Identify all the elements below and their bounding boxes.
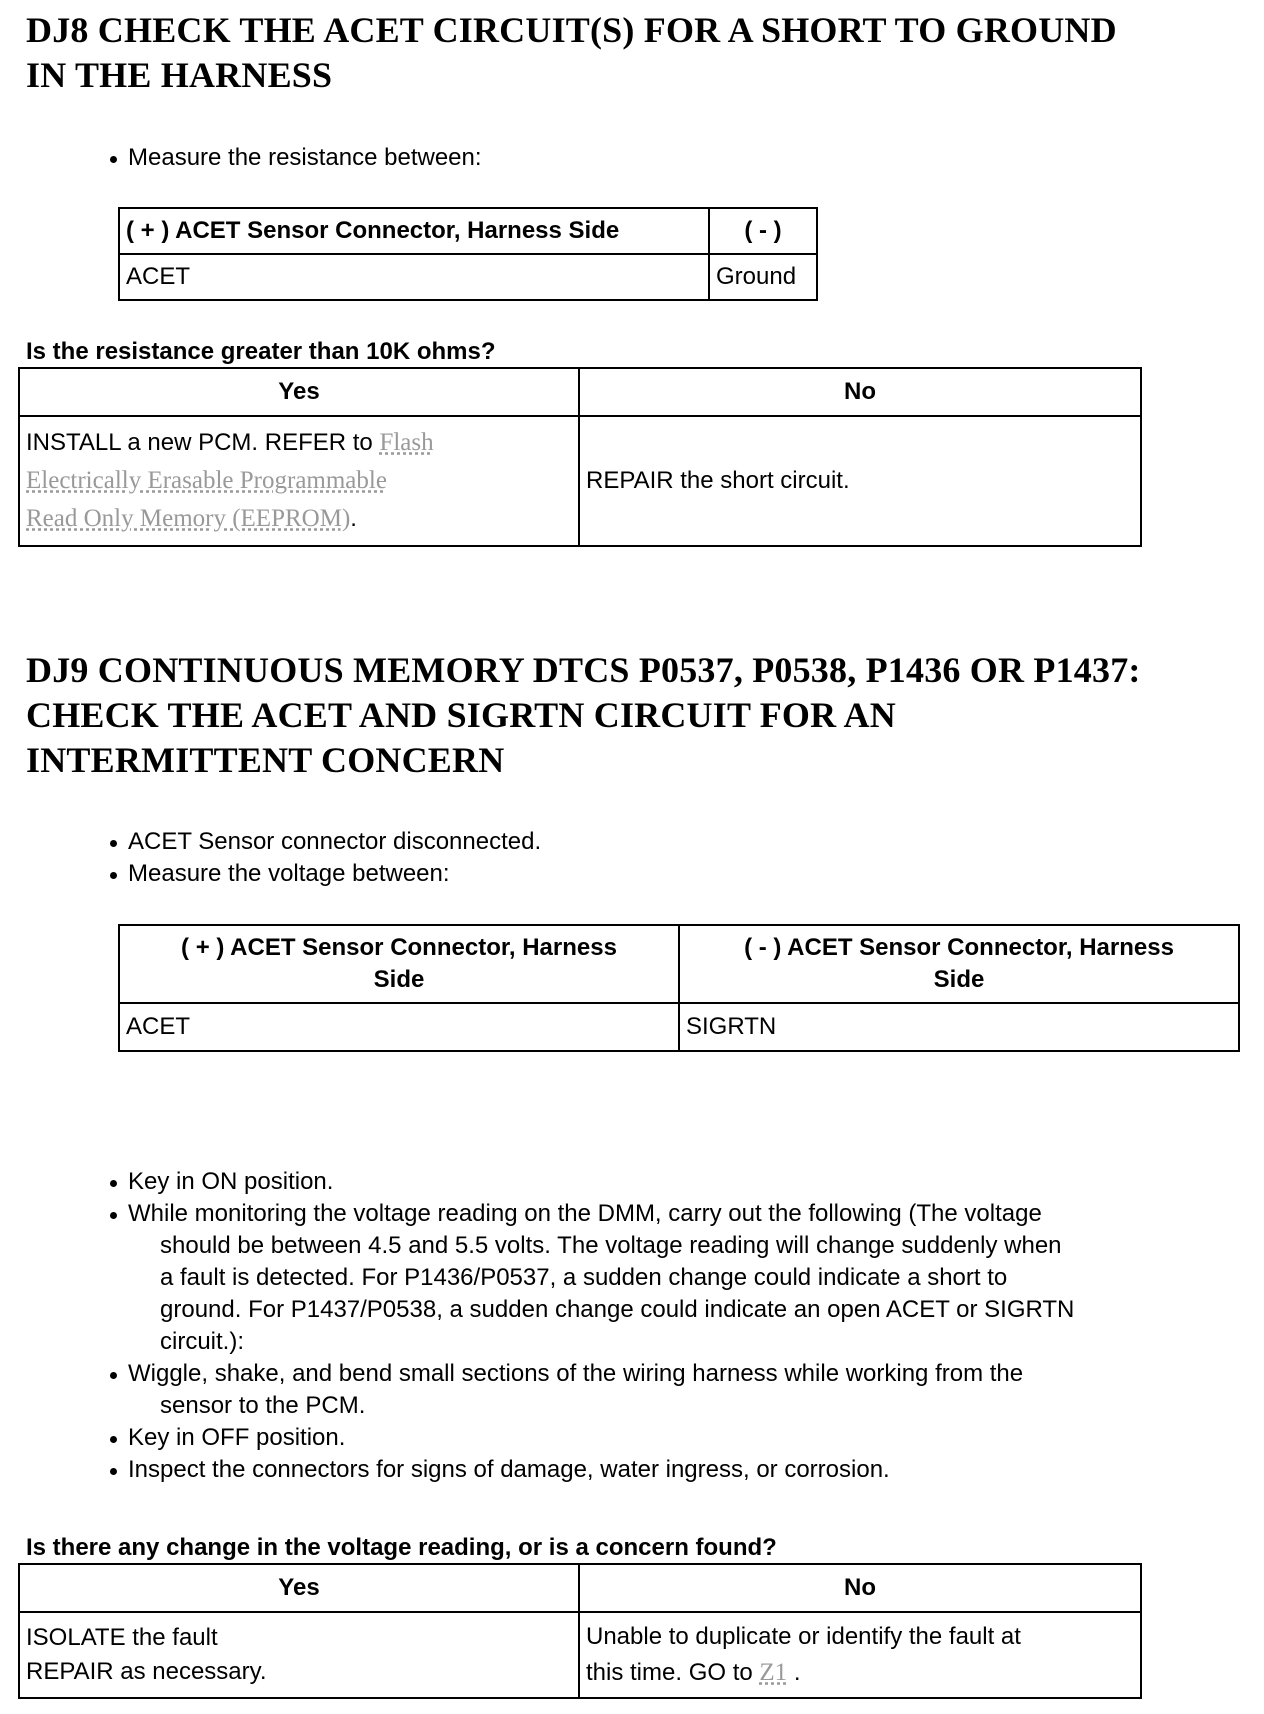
list-item: While monitoring the voltage reading on the DMM, carry out the following (The voltage should be between 4.5 and 5.5 volts. The voltage reading will change suddenly when a fault is detected. For P1436/P0537, a sudden change could indicate a short to ground. For P1437/P0538, a sudden change could indicate an open ACET or SIGRTN circuit.):	[108, 1198, 1074, 1358]
dj8-answer-table	[18, 367, 1142, 547]
dj9-heading: DJ9 CONTINUOUS MEMORY DTCS P0537, P0538, P1436 OR P1437: CHECK THE ACET AND SIGRTN CIRCUIT FOR AN INTERMITTENT CONCERN	[26, 650, 1141, 780]
eeprom-link[interactable]: Flash Electrically Erasable Programmable Read Only Memory (EEPROM)	[26, 429, 434, 532]
column-header: ( + ) ACET Sensor Connector, Harness Side	[119, 208, 709, 254]
list-item: Key in OFF position.	[108, 1422, 1074, 1454]
list-item: Key in ON position.	[108, 1166, 1074, 1198]
table-cell: SIGRTN	[679, 1003, 1239, 1051]
dj9-measurement-table	[118, 924, 1240, 1052]
yes-cell: INSTALL a new PCM. REFER to Flash Electrically Erasable Programmable Read Only Memory (EEPROM).	[19, 416, 579, 546]
no-header: No	[579, 368, 1141, 416]
dj8-heading: DJ8 CHECK THE ACET CIRCUIT(S) FOR A SHORT TO GROUND IN THE HARNESS	[26, 10, 1117, 95]
table-cell: ACET	[119, 1003, 679, 1051]
column-header: ( + ) ACET Sensor Connector, Harness Side	[119, 925, 679, 1003]
dj9-instructions	[108, 826, 541, 890]
dj8-question: Is the resistance greater than 10K ohms?	[26, 338, 496, 365]
column-header: ( - )	[709, 208, 817, 254]
yes-cell: ISOLATE the fault REPAIR as necessary.	[19, 1612, 579, 1698]
dj8-instructions	[108, 142, 482, 174]
dj9-answer-table	[18, 1563, 1142, 1699]
list-item: Measure the voltage between:	[108, 858, 541, 890]
no-header: No	[579, 1564, 1141, 1612]
yes-header: Yes	[19, 368, 579, 416]
list-item: ACET Sensor connector disconnected.	[108, 826, 541, 858]
no-cell: REPAIR the short circuit.	[579, 416, 1141, 546]
dj8-measurement-table	[118, 207, 818, 301]
table-cell: ACET	[119, 254, 709, 300]
dj9-question: Is there any change in the voltage reading, or is a concern found?	[26, 1534, 777, 1561]
list-item: Measure the resistance between:	[108, 142, 482, 174]
dj9-steps	[108, 1166, 1074, 1486]
column-header: ( - ) ACET Sensor Connector, Harness Side	[679, 925, 1239, 1003]
list-item: Wiggle, shake, and bend small sections of the wiring harness while working from the sensor to the PCM.	[108, 1358, 1074, 1422]
no-cell: Unable to duplicate or identify the fault at this time. GO to Z1 .	[579, 1612, 1141, 1698]
z1-link[interactable]: Z1	[759, 1659, 788, 1686]
list-item: Inspect the connectors for signs of damage, water ingress, or corrosion.	[108, 1454, 1074, 1486]
yes-header: Yes	[19, 1564, 579, 1612]
table-cell: Ground	[709, 254, 817, 300]
